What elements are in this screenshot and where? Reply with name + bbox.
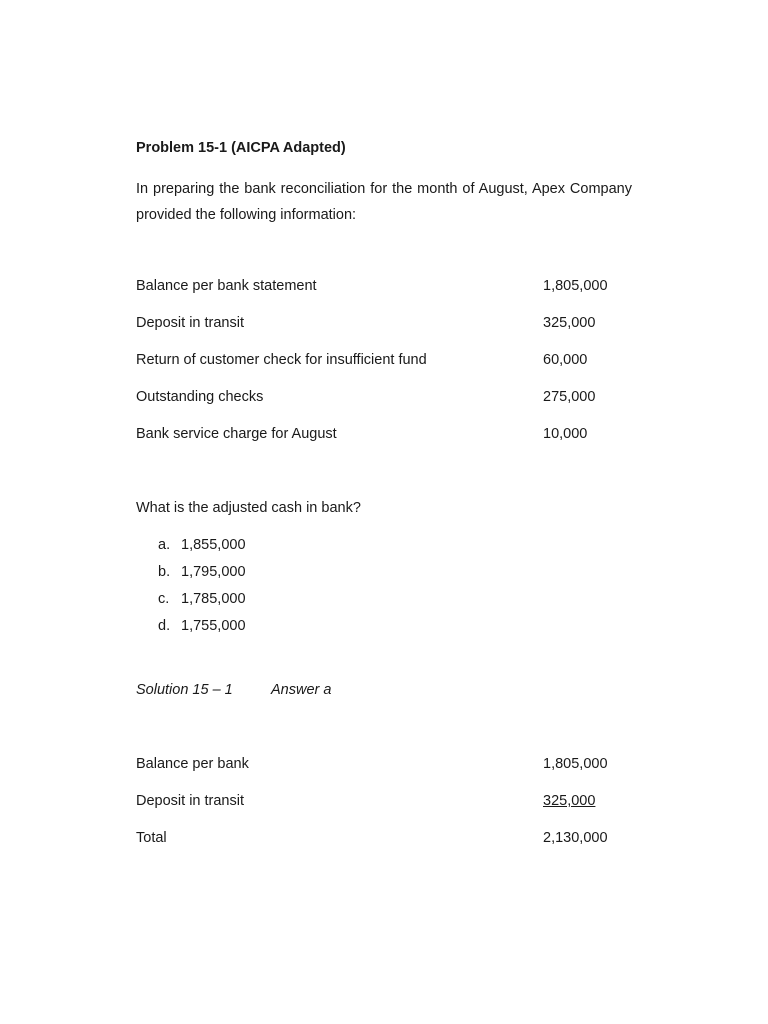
info-row xyxy=(136,389,632,409)
info-row xyxy=(136,315,632,335)
info-row xyxy=(136,352,632,372)
solution-row-amount: 1,805,000 xyxy=(543,756,608,772)
choice-letter: a. xyxy=(158,537,171,553)
info-row-amount: 325,000 xyxy=(543,315,596,331)
solution-row-amount: 325,000 xyxy=(543,793,596,809)
question-text: What is the adjusted cash in bank? xyxy=(136,500,361,516)
info-row xyxy=(136,426,632,446)
info-row-amount: 275,000 xyxy=(543,389,596,405)
info-row-label: Outstanding checks xyxy=(136,389,264,405)
solution-row-label: Total xyxy=(136,830,167,846)
info-row-label: Balance per bank statement xyxy=(136,278,317,294)
solution-row xyxy=(136,793,632,813)
solution-answer: Answer a xyxy=(271,682,332,698)
solution-row-label: Balance per bank xyxy=(136,756,249,772)
choice-letter: c. xyxy=(158,591,170,607)
choice-value: 1,785,000 xyxy=(181,591,246,607)
info-row-label: Return of customer check for insufficient fund xyxy=(136,352,427,368)
choice-letter: d. xyxy=(158,618,171,634)
solution-row-amount: 2,130,000 xyxy=(543,830,608,846)
problem-intro: In preparing the bank reconciliation for the month of August, Apex Company provided the following information: xyxy=(136,181,632,223)
info-row-amount: 1,805,000 xyxy=(543,278,608,294)
solution-row-label: Deposit in transit xyxy=(136,793,244,809)
info-row-amount: 10,000 xyxy=(543,426,588,442)
solution-row xyxy=(136,756,632,776)
solution-row xyxy=(136,830,632,850)
problem-title: Problem 15-1 (AICPA Adapted) xyxy=(136,140,346,156)
choice-value: 1,795,000 xyxy=(181,564,246,580)
info-row-amount: 60,000 xyxy=(543,352,588,368)
info-row-label: Bank service charge for August xyxy=(136,426,337,442)
solution-label: Solution 15 – 1 xyxy=(136,682,233,698)
choice-value: 1,755,000 xyxy=(181,618,246,634)
info-row-label: Deposit in transit xyxy=(136,315,244,331)
choice-letter: b. xyxy=(158,564,171,580)
info-row xyxy=(136,278,632,298)
choice-value: 1,855,000 xyxy=(181,537,246,553)
